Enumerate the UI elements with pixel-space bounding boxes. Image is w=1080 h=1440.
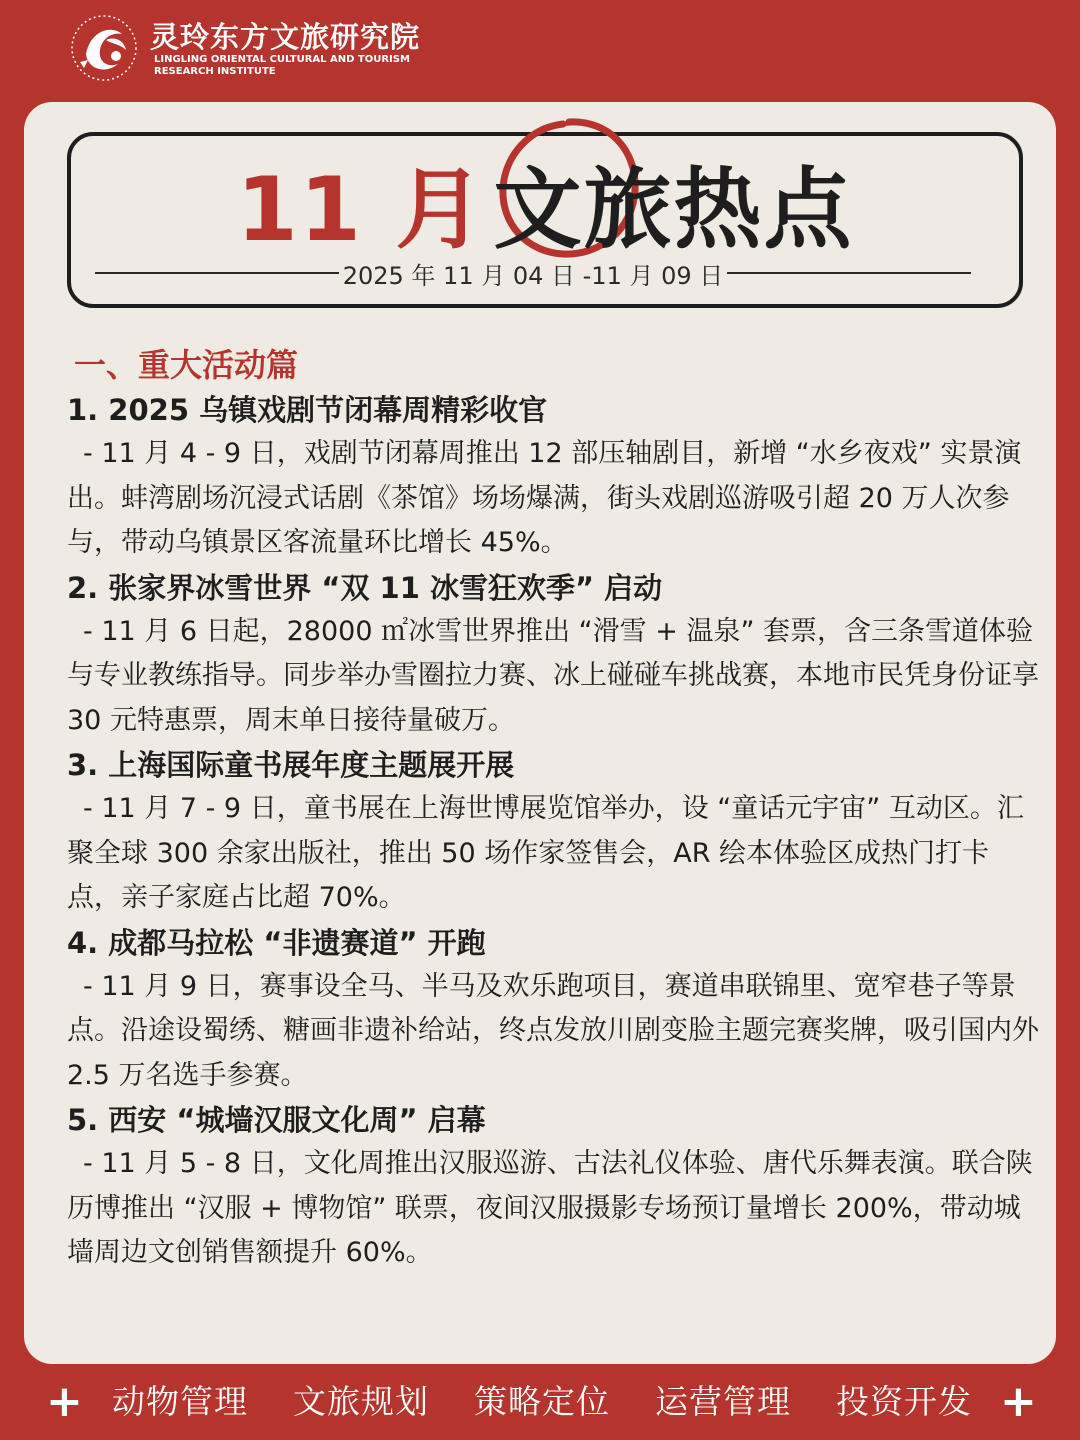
item-title: 3. 上海国际童书展年度主题展开展	[67, 748, 515, 782]
footer-item-investment-development: 投资开发	[836, 1382, 972, 1421]
item-body: - 11 月 4 - 9 日，戏剧节闭幕周推出 12 部压轴剧目，新增 “水乡夜戏” 实景演出。蚌湾剧场沉浸式话剧《茶馆》场场爆满，街头戏剧巡游吸引超 20 万人次参与，带动乌镇景区客流量环比增长 45%。	[67, 438, 1022, 558]
plus-icon: +	[1000, 1376, 1037, 1427]
item-body: - 11 月 6 日起，28000 ㎡冰雪世界推出 “滑雪 + 温泉” 套票，含三条雪道体验与专业教练指导。同步举办雪圈拉力赛、冰上碰碰车挑战赛，本地市民凭身份证享 30 元特惠票，周末单日接待量破万。	[67, 615, 1039, 736]
date-row	[95, 256, 971, 290]
list-item	[67, 743, 1039, 921]
item-body: - 11 月 7 - 9 日，童书展在上海世博展览馆举办，设 “童话元宇宙” 互动区。汇聚全球 300 余家出版社，推出 50 场作家签售会，AR 绘本体验区成热门打卡点，亲子家庭占比超 70%。	[67, 793, 1024, 913]
org-name-en-line2: RESEARCH INSTITUTE	[154, 66, 276, 77]
org-name-cn: 灵玲东方文旅研究院	[150, 20, 421, 54]
title-topic: 文旅热点	[493, 158, 854, 261]
footer-item-strategy-positioning: 策略定位	[474, 1382, 610, 1421]
list-item	[67, 1098, 1039, 1276]
plus-icon: +	[46, 1376, 83, 1427]
page-title	[71, 150, 1019, 270]
date-divider-left	[95, 272, 339, 274]
date-divider-right	[727, 272, 971, 274]
footer-item-operations-management: 运营管理	[655, 1382, 791, 1421]
title-month: 11 月	[236, 158, 486, 261]
header	[66, 8, 420, 88]
content-card	[24, 102, 1056, 1364]
item-title: 1. 2025 乌镇戏剧节闭幕周精彩收官	[67, 393, 548, 427]
item-title: 5. 西安 “城墙汉服文化周” 启幕	[67, 1103, 486, 1137]
section-heading: 一、重大活动篇	[74, 346, 299, 384]
footer-item-tourism-planning: 文旅规划	[293, 1382, 429, 1421]
institute-logo-icon	[66, 10, 142, 86]
items-list	[67, 388, 1039, 1276]
item-body: - 11 月 9 日，赛事设全马、半马及欢乐跑项目，赛道串联锦里、宽窄巷子等景点。沿途设蜀绣、糖画非遗补给站，终点发放川剧变脸主题完赛奖牌，吸引国内外 2.5 万名选手参赛。	[67, 970, 1039, 1091]
org-name-en-line1: LINGLING ORIENTAL CULTURAL AND TOURISM	[154, 54, 410, 65]
footer-bar	[0, 1364, 1080, 1440]
list-item	[67, 388, 1039, 566]
list-item	[67, 566, 1039, 744]
item-title: 2. 张家界冰雪世界 “双 11 冰雪狂欢季” 启动	[67, 570, 663, 605]
list-item	[67, 921, 1039, 1099]
footer-item-animal-management: 动物管理	[112, 1382, 248, 1421]
title-box	[67, 132, 1023, 308]
date-range: 2025 年 11 月 04 日 -11 月 09 日	[342, 261, 724, 290]
item-title: 4. 成都马拉松 “非遗赛道” 开跑	[67, 925, 486, 960]
item-body: - 11 月 5 - 8 日，文化周推出汉服巡游、古法礼仪体验、唐代乐舞表演。联合陕历博推出 “汉服 + 博物馆” 联票，夜间汉服摄影专场预订量增长 200%，带动城墙周边文创销售额提升 60%。	[67, 1148, 1033, 1268]
